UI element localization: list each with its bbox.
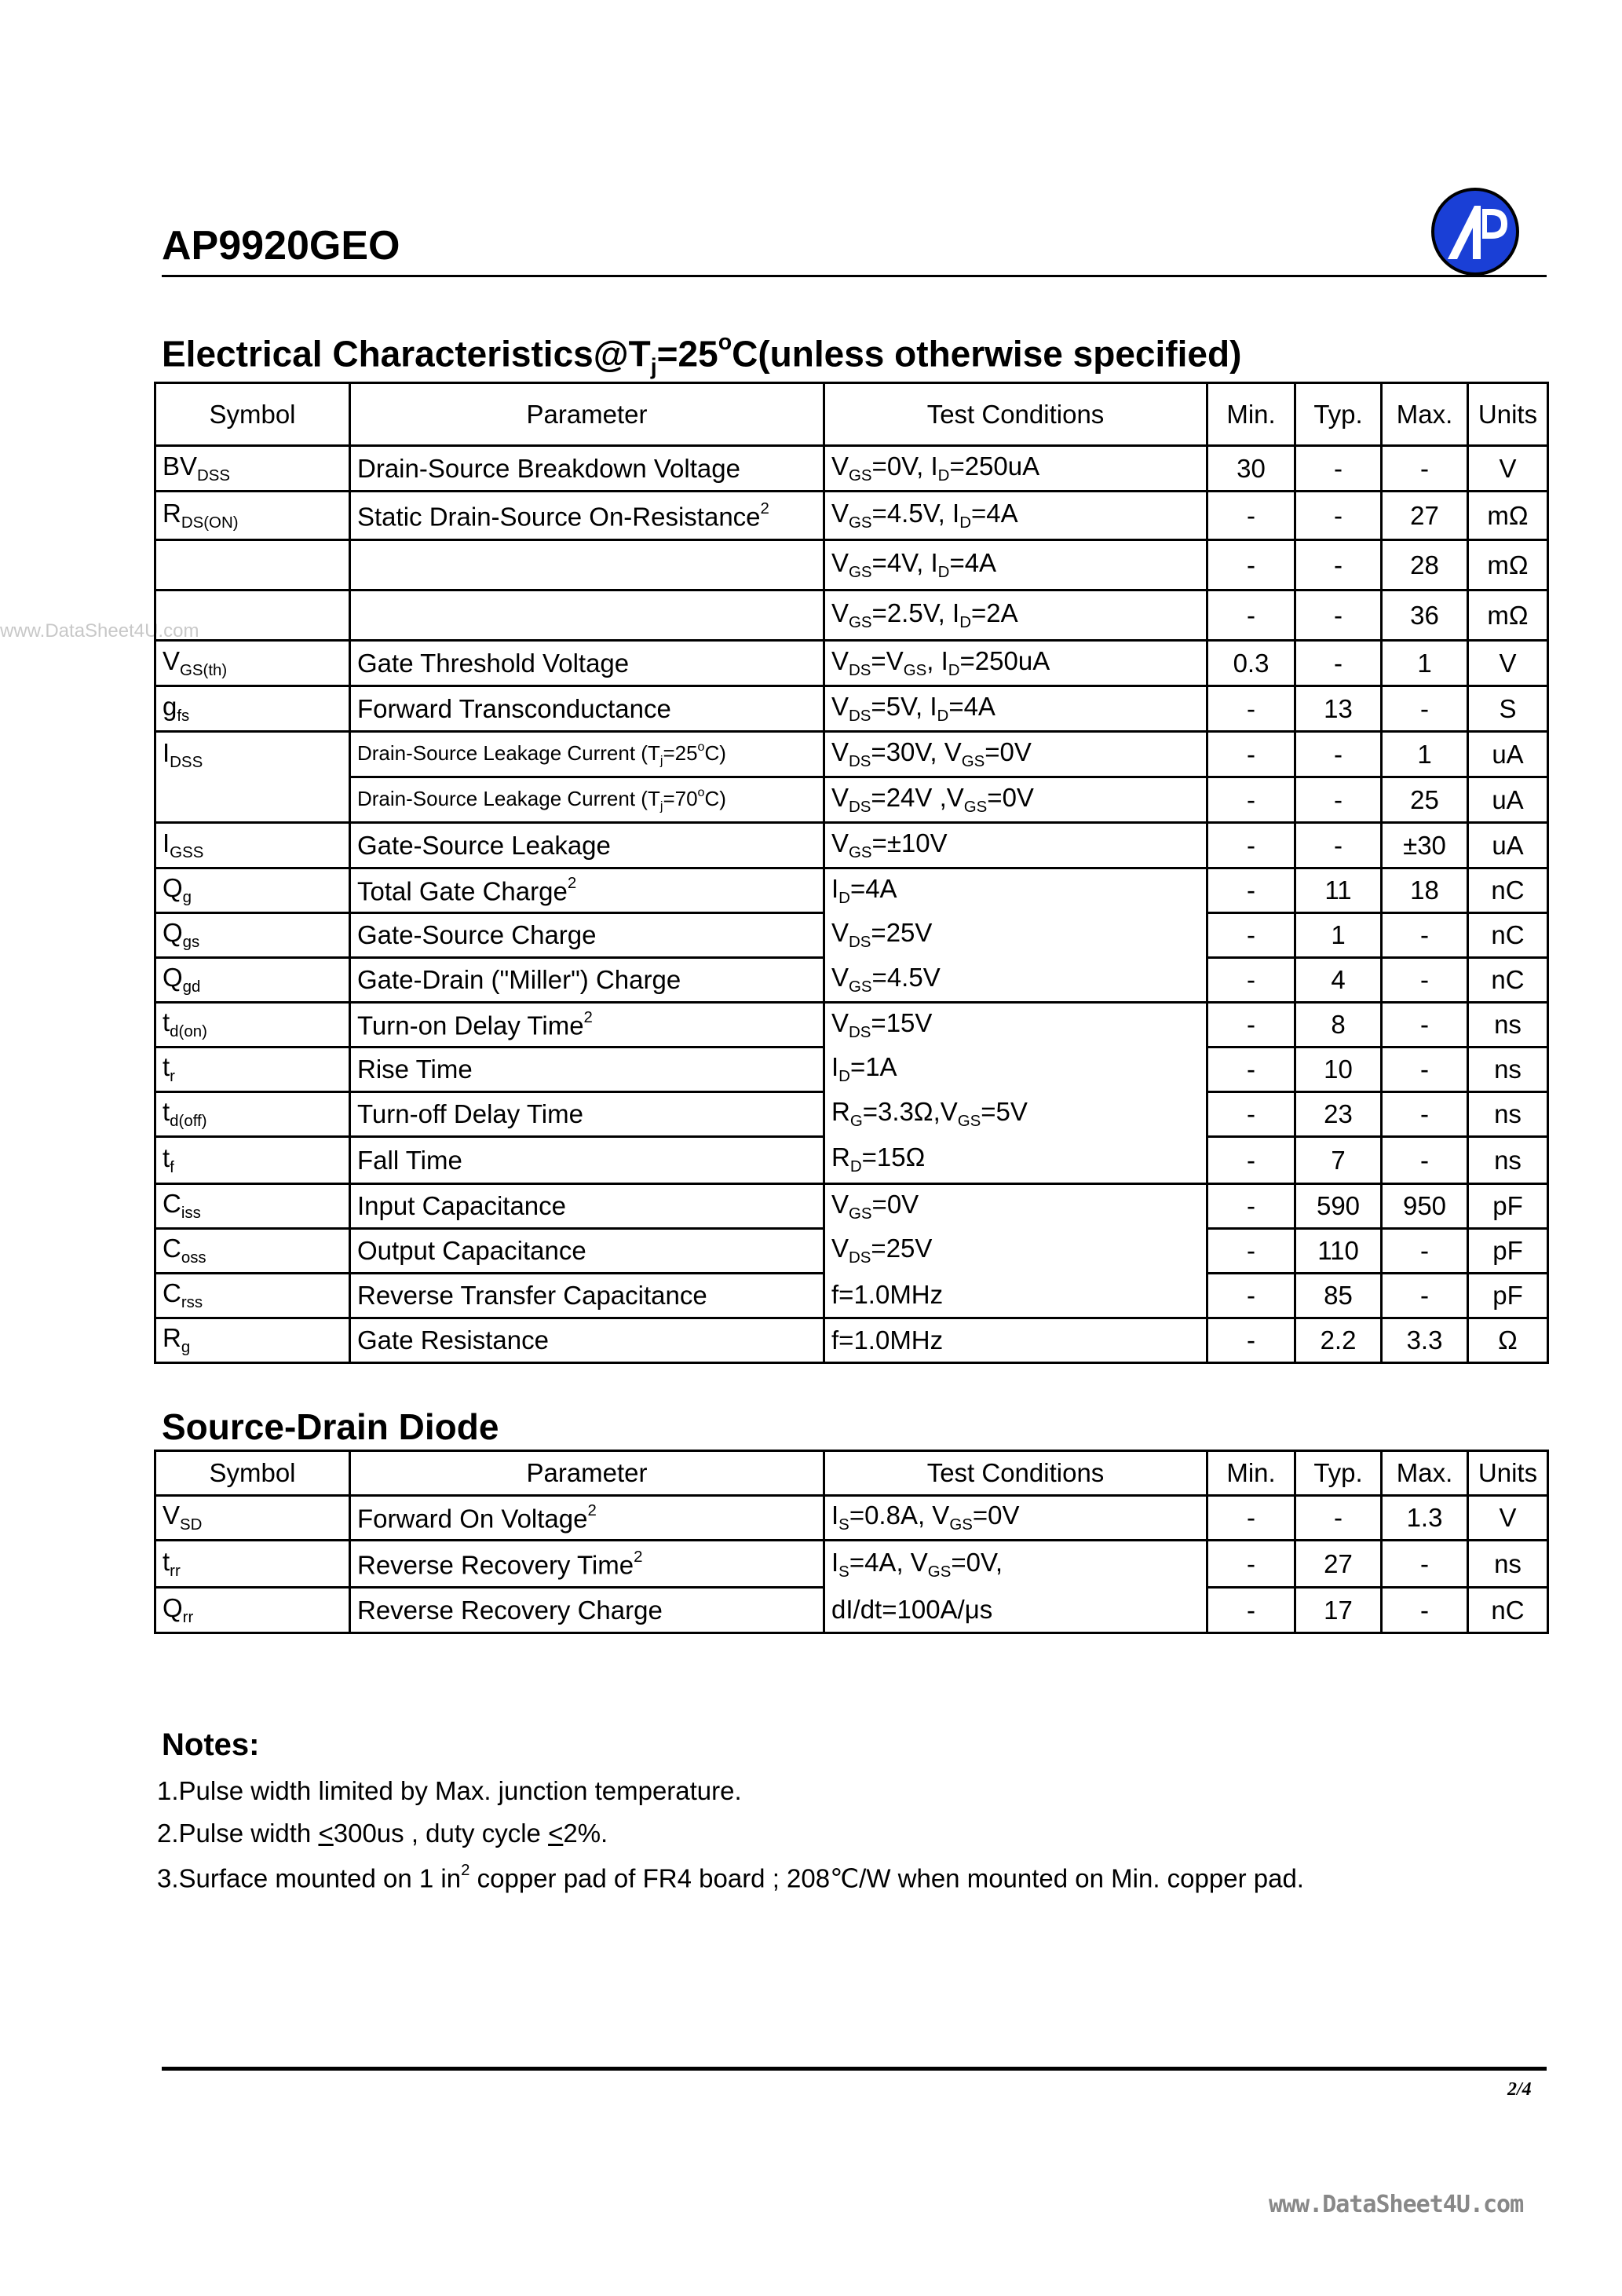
- table-row: $C_{oss}$ Output Capacitance $V_{DS}=25V$ - 110 - pF: [155, 1229, 1548, 1274]
- table-row: $R_{DS(ON)}$ Static Drain-Source On-Resistance$^2$ $V_{GS}=4.5V$, $I_D=4A$ - - 27 mΩ: [155, 492, 1548, 540]
- footer-url: www.DataSheet4U.com: [1269, 2191, 1524, 2218]
- header-symbol: Symbol: [155, 1451, 350, 1496]
- table-row: Drain-Source Leakage Current $(T_j=70^oC)$ $V_{DS}=24V$ $,V_{GS}=0V$ - - 25 uA: [155, 777, 1548, 823]
- notes-title: Notes:: [162, 1727, 260, 1762]
- header-symbol: Symbol: [155, 383, 350, 446]
- electrical-characteristics-table: [154, 382, 1549, 1364]
- header-units: Units: [1468, 383, 1548, 446]
- table-row: $BV_{DSS}$ Drain-Source Breakdown Voltage $V_{GS}=0V$, $I_D=250uA$ 30 - - V: [155, 446, 1548, 492]
- table-row: $V_{SD}$ Forward On Voltage$^2$ $I_S=0.8A$, $V_{GS}=0V$ - - 1.3 V: [155, 1496, 1548, 1541]
- company-logo: [1430, 187, 1520, 276]
- header-conditions: Test Conditions: [824, 383, 1207, 446]
- footer-rule: [162, 2067, 1547, 2071]
- table-row: $I_{DSS}$ Drain-Source Leakage Current $(T_j=25^oC)$ $V_{DS}=30V$, $V_{GS}=0V$ - - 1 uA: [155, 732, 1548, 777]
- watermark: www.DataSheet4U.com: [0, 620, 199, 642]
- header-units: Units: [1468, 1451, 1548, 1496]
- table-row: $t_{d(on)}$ Turn-on Delay Time$^2$ $V_{DS}=15V$ - 8 - ns: [155, 1003, 1548, 1047]
- header-parameter: Parameter: [350, 383, 824, 446]
- note-3: 3.Surface mounted on 1 $in^2$ copper pad of FR4 board ; 208℃/W when mounted on Min. copper pad.: [157, 1861, 1304, 1893]
- header-typ: Typ.: [1295, 1451, 1382, 1496]
- section-title-source-drain: Source-Drain Diode: [162, 1406, 499, 1447]
- table-header-row: [155, 383, 1548, 446]
- header-parameter: Parameter: [350, 1451, 824, 1496]
- page-title: AP9920GEO: [162, 223, 400, 269]
- header-min: Min.: [1207, 1451, 1295, 1496]
- table-row: $V_{GS}=2.5V$, $I_D=2A$ - - 36 mΩ: [155, 590, 1548, 641]
- table-row: $V_{GS}=4V$, $I_D=4A$ - - 28 mΩ: [155, 540, 1548, 590]
- table-header-row: [155, 1451, 1548, 1496]
- table-row: $I_{GSS}$ Gate-Source Leakage $V_{GS}=\pm 10V$ - - ±30 uA: [155, 823, 1548, 868]
- source-drain-diode-table: [154, 1450, 1549, 1634]
- table-row: $g_{fs}$ Forward Transconductance $V_{DS}=5V$, $I_D=4A$ - 13 - S: [155, 686, 1548, 732]
- table-row: $Q_g$ Total Gate Charge$^2$ $I_D=4A$ - 11 18 nC: [155, 868, 1548, 913]
- table-row: $t_r$ Rise Time $I_D=1A$ - 10 - ns: [155, 1047, 1548, 1092]
- header-min: Min.: [1207, 383, 1295, 446]
- header-max: Max.: [1382, 383, 1468, 446]
- table-row: $t_f$ Fall Time $R_D=15\Omega$ - 7 - ns: [155, 1137, 1548, 1184]
- table-row: $V_{GS(th)}$ Gate Threshold Voltage $V_{DS}=V_{GS}$, $I_D=250uA$ 0.3 - 1 V: [155, 641, 1548, 686]
- header-typ: Typ.: [1295, 383, 1382, 446]
- table-row: $t_{d(off)}$ Turn-off Delay Time $R_G=3.3\Omega,V_{GS}=5V$ - 23 - ns: [155, 1092, 1548, 1137]
- header-conditions: Test Conditions: [824, 1451, 1207, 1496]
- table-row: $Q_{gd}$ Gate-Drain ("Miller") Charge $V_{GS}=4.5V$ - 4 - nC: [155, 958, 1548, 1003]
- header-rule: [162, 275, 1547, 277]
- section-title-electrical: Electrical $Characteristics@T_j=25^oC(unless$ otherwise specified): [162, 330, 1242, 380]
- table-row: $R_g$ Gate Resistance f=1.0MHz - 2.2 3.3 Ω: [155, 1318, 1548, 1363]
- header-max: Max.: [1382, 1451, 1468, 1496]
- table-row: $C_{iss}$ Input Capacitance $V_{GS}=0V$ - 590 950 pF: [155, 1184, 1548, 1229]
- note-2: 2.Pulse width <300us , duty cycle <2%.: [157, 1819, 608, 1848]
- table-row: $C_{rss}$ Reverse Transfer Capacitance f=1.0MHz - 85 - pF: [155, 1274, 1548, 1318]
- table-row: $Q_{gs}$ Gate-Source Charge $V_{DS}=25V$ - 1 - nC: [155, 913, 1548, 958]
- note-1: 1.Pulse width limited by Max. junction temperature.: [157, 1776, 742, 1805]
- table-row: $Q_{rr}$ Reverse Recovery Charge dI/dt=100A/μs - 17 - nC: [155, 1588, 1548, 1633]
- page-number: 2/4: [1507, 2079, 1532, 2100]
- table-row: $t_{rr}$ Reverse Recovery Time$^2$ $I_S=4A$, $V_{GS}=0V$, - 27 - ns: [155, 1541, 1548, 1588]
